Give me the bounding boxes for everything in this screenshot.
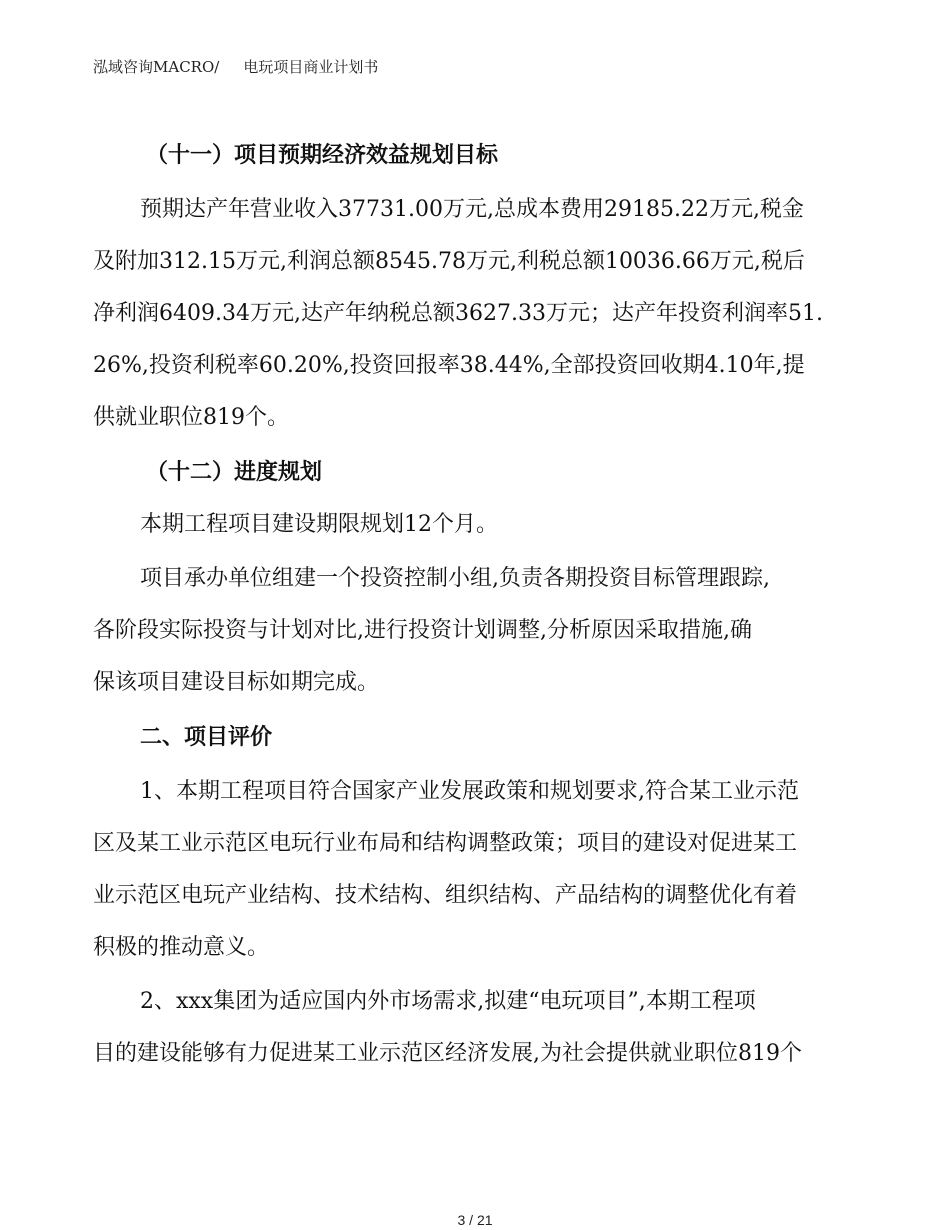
section-heading-project-evaluation: 二、项目评价 [140, 725, 273, 750]
paragraph-line: 净利润6409.34万元,达产年纳税总额3627.33万元；达产年投资利润率51. [93, 301, 823, 326]
paragraph-line: 业示范区电玩产业结构、技术结构、组织结构、产品结构的调整优化有着 [93, 883, 798, 908]
section-heading-economic-targets: （十一）项目预期经济效益规划目标 [146, 143, 499, 168]
paragraph-line: 项目承办单位组建一个投资控制小组,负责各期投资目标管理跟踪, [140, 566, 770, 591]
paragraph-line: 本期工程项目建设期限规划12个月。 [140, 512, 498, 537]
paragraph-line: 1、本期工程项目符合国家产业发展政策和规划要求,符合某工业示范 [140, 779, 799, 804]
paragraph-line: 各阶段实际投资与计划对比,进行投资计划调整,分析原因采取措施,确 [93, 618, 752, 643]
paragraph-line: 目的建设能够有力促进某工业示范区经济发展,为社会提供就业职位819个 [93, 1041, 802, 1066]
page-header [93, 56, 378, 77]
paragraph-line: 2、xxx集团为适应国内外市场需求,拟建“电玩项目”,本期工程项 [140, 989, 756, 1014]
paragraph-line: 积极的推动意义。 [93, 935, 270, 960]
paragraph-line: 区及某工业示范区电玩行业布局和结构调整政策；项目的建设对促进某工 [93, 831, 798, 856]
page-number: 3 / 21 [457, 1212, 493, 1228]
header-company: 泓域咨询MACRO/ [93, 58, 220, 76]
section-heading-schedule: （十二）进度规划 [146, 460, 323, 485]
paragraph-line: 及附加312.15万元,利润总额8545.78万元,利税总额10036.66万元,税后 [93, 249, 805, 274]
paragraph-line: 预期达产年营业收入37731.00万元,总成本费用29185.22万元,税金 [140, 197, 804, 222]
paragraph-line: 保该项目建设目标如期完成。 [93, 670, 380, 695]
paragraph-line: 供就业职位819个。 [93, 405, 289, 430]
paragraph-line: 26%,投资利税率60.20%,投资回报率38.44%,全部投资回收期4.10年,提 [93, 353, 805, 378]
header-doc-title: 电玩项目商业计划书 [243, 58, 379, 76]
